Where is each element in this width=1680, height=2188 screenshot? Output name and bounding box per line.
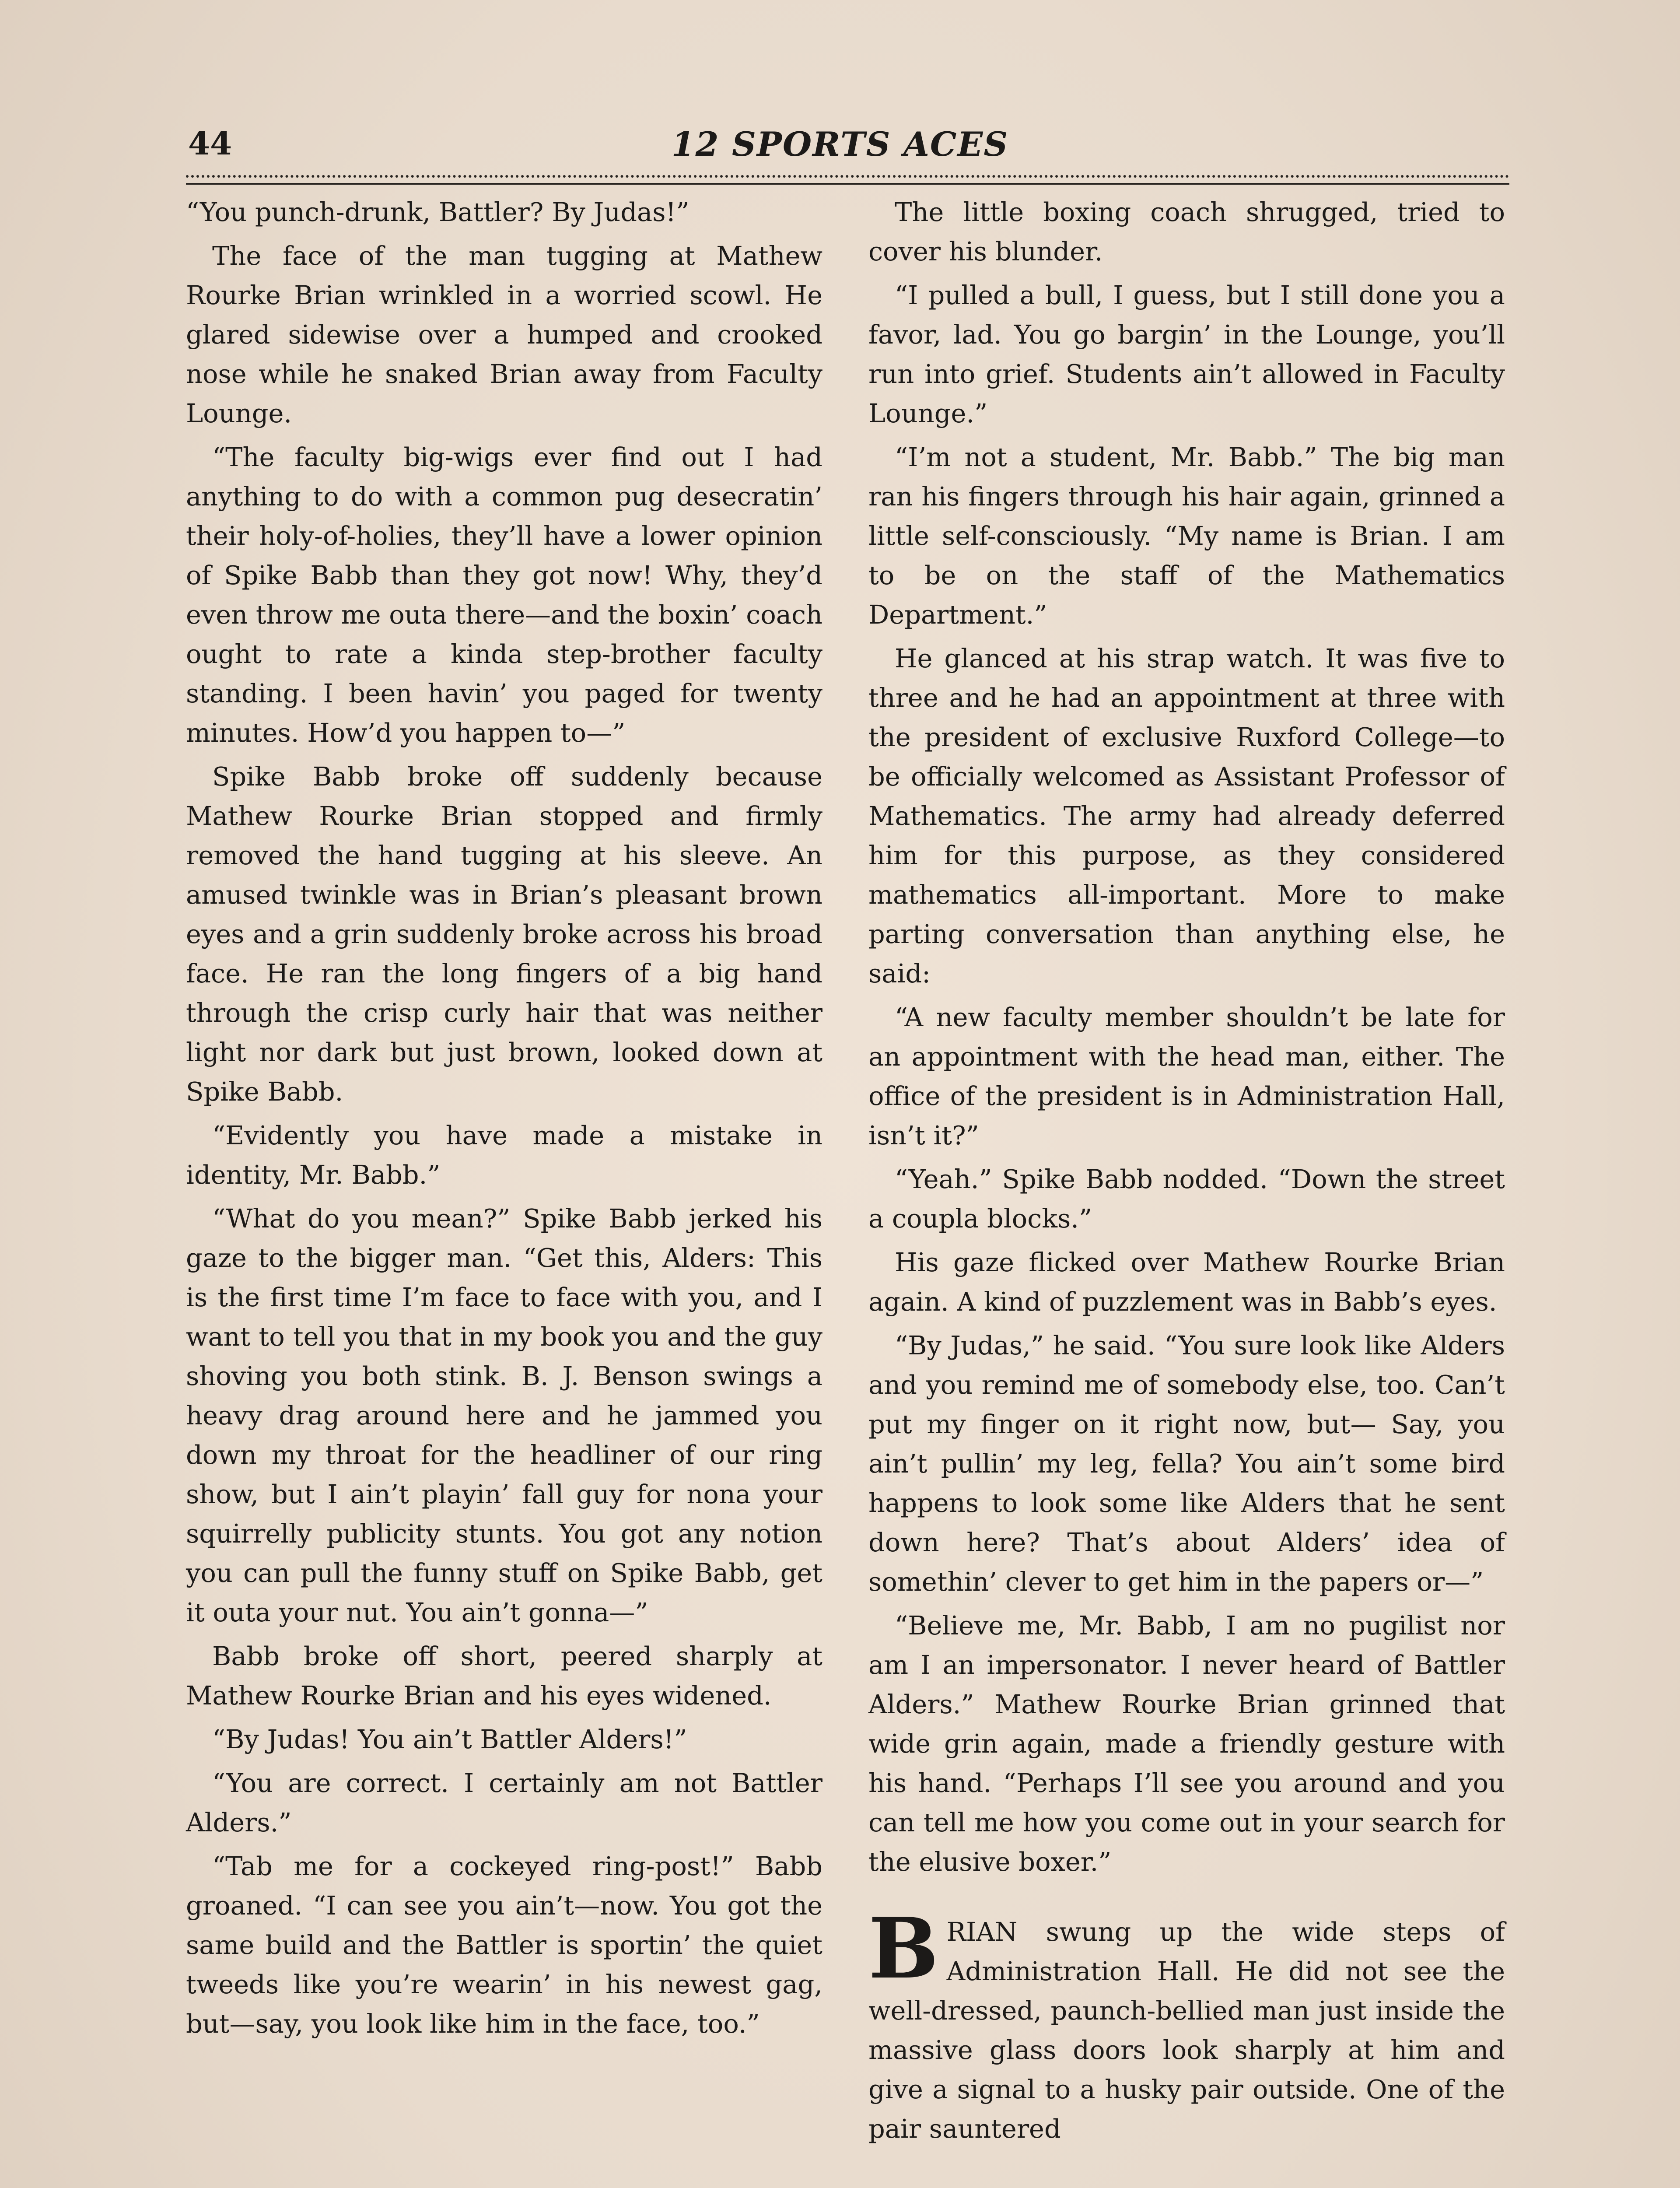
running-title: 12 SPORTS ACES	[671, 125, 1009, 164]
paragraph: “I’m not a student, Mr. Babb.” The big man ran his fingers through his hair again, grinned a little self-consciously. “My name is Brian. I am to be on the staff of the Mathematics Department.”	[868, 442, 1505, 630]
drop-cap-word-rest: RIAN	[946, 1917, 1018, 1947]
paragraph: “Believe me, Mr. Babb, I am no pugilist nor am I an impersonator. I never heard of Battler Alders.” Mathew Rourke Brian grinned that wide grin again, made a friendly gesture with his hand. “Perhaps I’ll see you around and you can tell me how you come out in your search for the elusive boxer.”	[868, 1610, 1505, 1877]
paragraph: “You are correct. I certainly am not Battler Alders.”	[186, 1768, 822, 1837]
paragraph: His gaze flicked over Mathew Rourke Brian again. A kind of puzzlement was in Babb’s eyes.	[868, 1247, 1505, 1317]
right-column	[868, 193, 1505, 2153]
paragraph: “By Judas! You ain’t Battler Alders!”	[212, 1724, 687, 1754]
paragraph: “The faculty big-wigs ever find out I had anything to do with a common pug desecratin’ their holy-of-holies, they’ll have a lower opinion of Spike Babb than they got now! Why, they’d even throw me outa there—and the boxin’ coach ought to rate a kinda step-brother faculty standing. I been havin’ you paged for twenty minutes. How’d you happen to—”	[186, 442, 822, 748]
section-opening-paragraph	[868, 1900, 1505, 2149]
drop-cap: B	[868, 1900, 939, 1997]
header-rule-divider	[186, 175, 1509, 185]
paragraph: Babb broke off short, peered sharply at Mathew Rourke Brian and his eyes widened.	[186, 1641, 822, 1711]
left-column	[186, 193, 822, 2048]
paragraph: “Yeah.” Spike Babb nodded. “Down the street a coupla blocks.”	[868, 1164, 1505, 1234]
section-opening-text: swung up the wide steps of Administration Hall. He did not see the well-dressed, paunch-bellied man just inside the massive glass doors look sharply at him and give a signal to a husky pair outside. One of the pair sauntered	[868, 1917, 1505, 2144]
paragraph: The little boxing coach shrugged, tried to cover his blunder.	[868, 197, 1505, 266]
paragraph: “Tab me for a cockeyed ring-post!” Babb groaned. “I can see you ain’t—now. You got the same build and the Battler is sportin’ the quiet tweeds like you’re wearin’ in his newest gag, but—say, you look like him in the face, too.”	[186, 1851, 822, 2039]
paragraph: “By Judas,” he said. “You sure look like Alders and you remind me of somebody else, too. Can’t put my finger on it right now, but— Say, you ain’t pullin’ my leg, fella? You ain’t some bird happens to look some like Alders that he sent down here? That’s about Alders’ idea of somethin’ clever to get him in the papers or—”	[868, 1330, 1505, 1597]
paragraph: Spike Babb broke off suddenly because Mathew Rourke Brian stopped and firmly removed the hand tugging at his sleeve. An amused twinkle was in Brian’s pleasant brown eyes and a grin suddenly broke across his broad face. He ran the long fingers of a big hand through the crisp curly hair that was neither light nor dark but just brown, looked down at Spike Babb.	[186, 761, 822, 1107]
paragraph: “I pulled a bull, I guess, but I still done you a favor, lad. You go bargin’ in the Lounge, you’ll run into grief. Students ain’t allowed in Faculty Lounge.”	[868, 280, 1505, 428]
paragraph: “What do you mean?” Spike Babb jerked his gaze to the bigger man. “Get this, Alders: This is the first time I’m face to face with you, and I want to tell you that in my book you and the guy shoving you both stink. B. J. Benson swings a heavy drag around here and he jammed you down my throat for the headliner of our ring show, but I ain’t playin’ fall guy for nona your squirrelly publicity stunts. You got any notion you can pull the funny stuff on Spike Babb, get it outa your nut. You ain’t gonna—”	[186, 1203, 822, 1627]
paragraph: “You punch-drunk, Battler? By Judas!”	[186, 197, 690, 227]
page-number: 44	[188, 125, 232, 162]
paragraph: “A new faculty member shouldn’t be late for an appointment with the head man, either. The office of the president is in Administration Hall, isn’t it?”	[868, 1002, 1505, 1150]
paragraph: “Evidently you have made a mistake in identity, Mr. Babb.”	[186, 1120, 822, 1190]
paragraph: The face of the man tugging at Mathew Rourke Brian wrinkled in a worried scowl. He glared sidewise over a humped and crooked nose while he snaked Brian away from Faculty Lounge.	[186, 241, 822, 428]
paragraph: He glanced at his strap watch. It was five to three and he had an appointment at three with the president of exclusive Ruxford College—to be officially welcomed as Assistant Professor of Mathematics. The army had already deferred him for this purpose, as they considered mathematics all-important. More to make parting conversation than anything else, he said:	[868, 643, 1505, 989]
